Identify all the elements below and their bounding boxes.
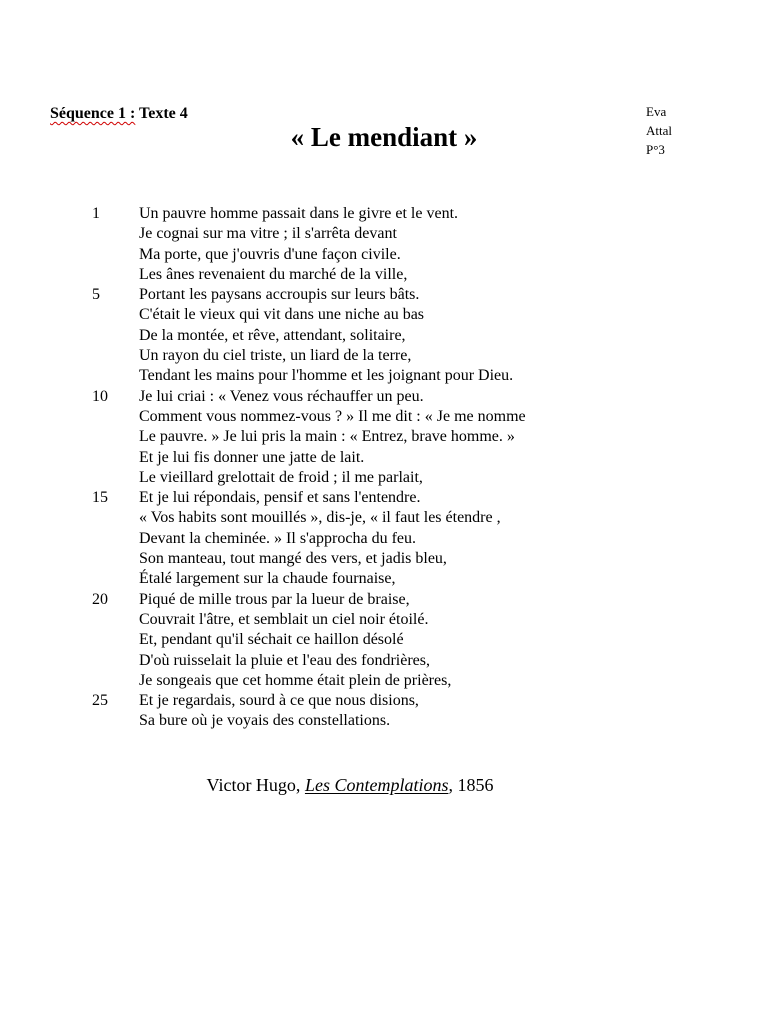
line-text: Devant la cheminée. » Il s'approcha du feu.	[139, 529, 416, 547]
signature	[0, 774, 700, 796]
line-text: Étalé largement sur la chaude fournaise,	[139, 570, 396, 588]
poem-line	[0, 326, 768, 346]
line-text: De la montée, et rêve, attendant, solitaire,	[139, 326, 406, 344]
line-text: « Vos habits sont mouillés », dis-je, « il faut les étendre ,	[139, 509, 501, 527]
poem-line	[0, 630, 768, 650]
poem-line	[0, 569, 768, 589]
line-text: Le vieillard grelottait de froid ; il me parlait,	[139, 468, 423, 486]
line-text: Et je lui fis donner une jatte de lait.	[139, 448, 365, 466]
student-class: P°3	[646, 142, 665, 157]
line-text: Sa bure où je voyais des constellations.	[139, 712, 391, 730]
line-text: Piqué de mille trous par la lueur de braise,	[139, 590, 410, 608]
poem-line	[0, 691, 768, 711]
signature-year: , 1856	[448, 775, 494, 795]
poem-line	[0, 529, 768, 549]
line-number: 10	[92, 387, 108, 405]
poem-line	[0, 245, 768, 265]
line-text: Je lui criai : « Venez vous réchauffer un peu.	[139, 387, 424, 405]
line-text: Comment vous nommez-vous ? » Il me dit : « Je me nomme	[139, 407, 526, 425]
poem-line	[0, 407, 768, 427]
poem-line	[0, 305, 768, 325]
poem-line	[0, 549, 768, 569]
line-text: Un pauvre homme passait dans le givre et le vent.	[139, 205, 459, 222]
student-last-name: Attal	[646, 123, 672, 138]
line-text: D'où ruisselait la pluie et l'eau des fondrières,	[139, 651, 431, 669]
line-text: Portant les paysans accroupis sur leurs bâts.	[139, 286, 420, 304]
poem-line	[0, 508, 768, 528]
line-text: Et je regardais, sourd à ce que nous disions,	[139, 692, 419, 710]
line-text: Et je lui répondais, pensif et sans l'entendre.	[139, 489, 421, 507]
line-text: Un rayon du ciel triste, un liard de la terre,	[139, 347, 412, 365]
line-number: 5	[92, 286, 100, 304]
poem-line	[0, 590, 768, 610]
poem-line	[0, 671, 768, 691]
poem-title: « Le mendiant »	[290, 122, 478, 152]
poem-line	[0, 224, 768, 244]
poem-line	[0, 204, 768, 224]
line-text: C'était le vieux qui vit dans une niche au bas	[139, 306, 425, 324]
poem-line	[0, 468, 768, 488]
poem-line	[0, 448, 768, 468]
poem-body	[0, 204, 768, 732]
line-text: Les ânes revenaient du marché de la ville,	[139, 265, 408, 283]
poem-line	[0, 651, 768, 671]
text-label: Texte 4	[139, 105, 188, 122]
line-text: Tendant les mains pour l'homme et les joignant pour Dieu.	[139, 367, 514, 385]
student-info	[646, 102, 672, 159]
sequence-label: Séquence 1 :	[50, 105, 136, 122]
line-text: Ma porte, que j'ouvris d'une façon civile.	[139, 245, 401, 263]
student-first-name: Eva	[646, 104, 667, 119]
poem-line	[0, 346, 768, 366]
line-text: Couvrait l'âtre, et semblait un ciel noir étoilé.	[139, 610, 429, 628]
line-text: Je songeais que cet homme était plein de prières,	[139, 671, 452, 689]
poem-line	[0, 610, 768, 630]
line-number: 25	[92, 692, 108, 710]
signature-work: Les Contemplations	[304, 775, 449, 795]
line-number: 20	[92, 590, 108, 608]
line-number: 1	[92, 205, 100, 222]
poem-line	[0, 387, 768, 407]
poem-line	[0, 711, 768, 731]
line-text: Je cognai sur ma vitre ; il s'arrêta devant	[139, 225, 397, 243]
line-text: Le pauvre. » Je lui pris la main : « Entrez, brave homme. »	[139, 428, 515, 446]
poem-line	[0, 366, 768, 386]
line-number: 15	[92, 489, 108, 507]
line-text: Son manteau, tout mangé des vers, et jadis bleu,	[139, 550, 447, 568]
line-text: Et, pendant qu'il séchait ce haillon désolé	[139, 631, 404, 649]
poem-line	[0, 488, 768, 508]
poem-line	[0, 285, 768, 305]
poem-line	[0, 427, 768, 447]
poem-line	[0, 265, 768, 285]
signature-author: Victor Hugo,	[206, 775, 301, 795]
